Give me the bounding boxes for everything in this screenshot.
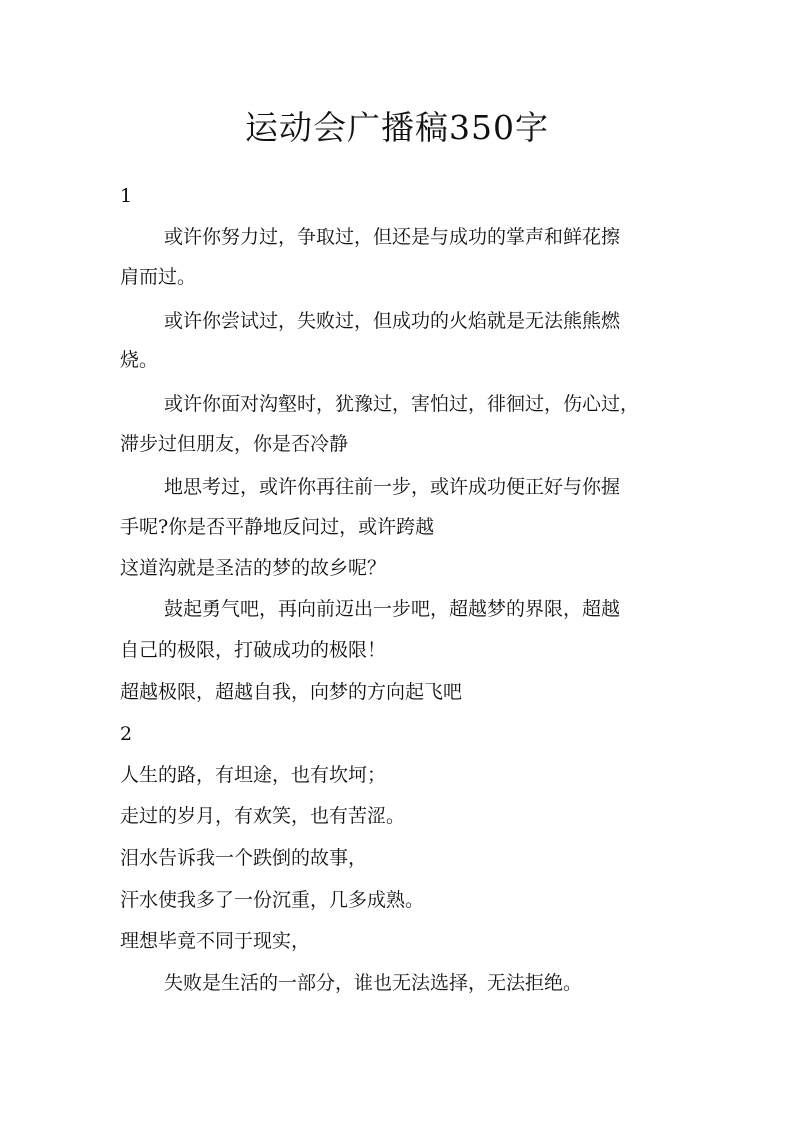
paragraph-line: 鼓起勇气吧，再向前迈出一步吧，超越梦的界限，超越 [164,598,621,620]
document-title: 运动会广播稿350字 [245,108,549,147]
paragraph-line: 失败是生活的一部分，谁也无法选择，无法拒绝。 [164,972,583,994]
paragraph-line: 或许你尝试过，失败过，但成功的火焰就是无法熊熊燃 [164,310,621,332]
paragraph-line: 这道沟就是圣洁的梦的故乡呢？ [120,557,387,579]
paragraph-line: 泪水告诉我一个跌倒的故事， [120,847,368,869]
paragraph-line: 理想毕竟不同于现实， [120,930,311,952]
paragraph-line: 自己的极限，打破成功的极限！ [120,639,387,661]
paragraph-line: 肩而过。 [120,266,197,288]
paragraph-line: 烧。 [120,349,159,371]
paragraph-line: 汗水使我多了一份沉重，几多成熟。 [120,889,425,911]
paragraph-line: 走过的岁月，有欢笑，也有苦涩。 [120,805,406,827]
paragraph-line: 手呢?你是否平静地反问过，或许跨越 [120,516,435,538]
paragraph-line: 超越极限，超越自我，向梦的方向起飞吧 [120,681,463,703]
paragraph-line: 或许你面对沟壑时，犹豫过，害怕过，徘徊过，伤心过， [164,393,640,415]
section-number: 2 [120,723,133,745]
paragraph-line: 或许你努力过，争取过，但还是与成功的掌声和鲜花擦 [164,226,621,248]
paragraph-line: 滞步过但朋友，你是否冷静 [120,433,349,455]
section-number: 1 [120,185,133,207]
paragraph-line: 地思考过，或许你再往前一步，或许成功便正好与你握 [164,476,621,498]
paragraph-line: 人生的路，有坦途，也有坎坷； [120,764,387,786]
